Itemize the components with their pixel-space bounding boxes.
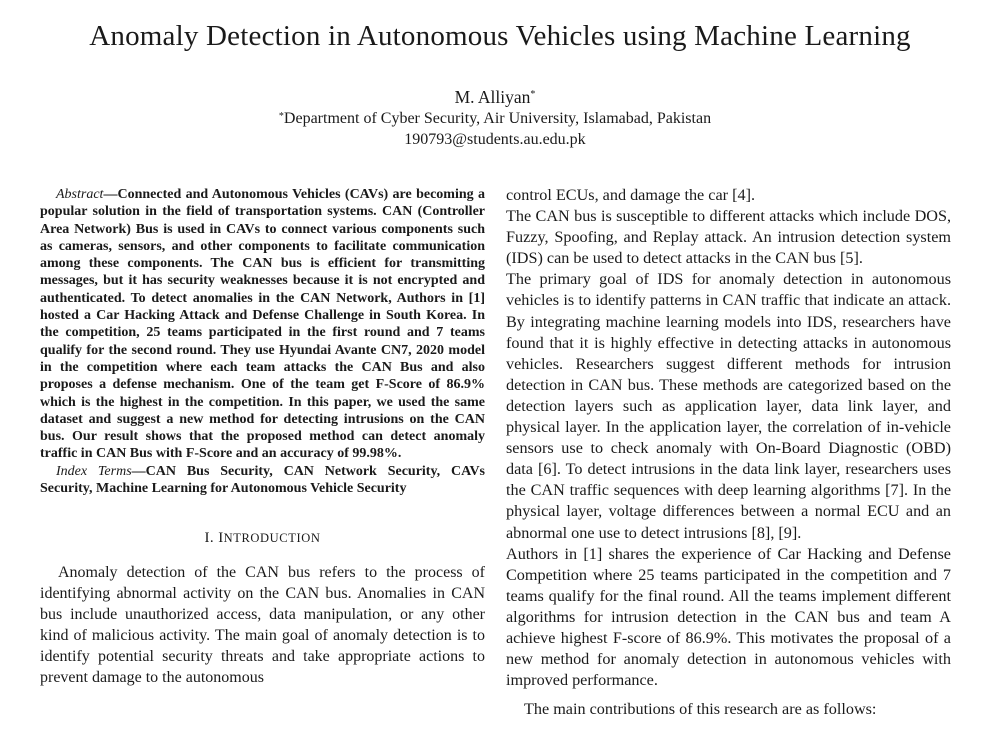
author-name: M. Alliyan [454, 87, 531, 107]
section-title-rest: NTRODUCTION [223, 531, 321, 546]
affiliation-mark: * [278, 111, 284, 122]
abstract-label: Abstract [56, 187, 104, 202]
abstract [40, 186, 485, 463]
paper-title: Anomaly Detection in Autonomous Vehicles using Machine Learning [89, 20, 911, 52]
introduction-paragraph: Anomaly detection of the CAN bus refers to the process of identifying abnormal activity on the CAN bus. Anomalies in CAN bus include unauthorized access, data manipulation, or any other kind of malicious activity. The main goal of anomaly detection is to identify potential security threats and take appropriate actions to prevent damage to the autonomous [40, 564, 485, 687]
right-column [506, 185, 951, 720]
author-email: 190793@students.au.edu.pk [404, 131, 586, 148]
right-paragraph-5: The main contributions of this research are as follows: [524, 700, 877, 719]
right-paragraph-1: control ECUs, and damage the car [4]. [506, 186, 756, 204]
index-terms [40, 463, 485, 498]
right-paragraph-3: The primary goal of IDS for anomaly detection in autonomous vehicles is to identify patterns in CAN traffic that indicate an attack. By integrating machine learning models into IDS, researchers have found that it is highly effective in detecting attacks in autonomous vehicles. Researchers suggest different methods for intrusion detection in CAN bus. These methods are categorized based on the detection layers such as application layer, data link layer, and physical layer. In the application layer, the correlation of in-vehicle sensors use to check anomaly with On-Board Diagnostic (OBD) data [6]. To detect intrusions in the data link layer, researchers uses the CAN traffic sequences with deep learning algorithms [7]. In the physical layer, voltage differences between a normal ECU and an abnormal one use to detect intrusions [8], [9]. [506, 270, 951, 542]
left-column [40, 186, 485, 688]
section-heading-introduction [40, 529, 485, 547]
affiliation: Department of Cyber Security, Air University, Islamabad, Pakistan [283, 110, 712, 127]
index-terms-text: —CAN Bus Security, CAN Network Security, CAVs Security, Machine Learning for Autonomous Vehicle Security [40, 463, 485, 497]
abstract-text: —Connected and Autonomous Vehicles (CAVs) are becoming a popular solution in the field of transportation systems. CAN (Controller Area Network) Bus is used in CAVs to connect various components such as cameras, sensors, and other components to facilitate communication among these components. The CAN bus is efficient for transmitting messages, but it has security weaknesses because it is not encrypted and authenticated. To detect anomalies in the CAN Network, Authors in [1] hosted a Car Hacking Attack and Defense Challenge in South Korea. In the competition, 25 teams participated in the first round and 7 teams qualify for the second round. They use Hyundai Avante CN7, 2020 model in the competition where each team attacks the CAN Bus and also proposes a defense mechanism. One of the team get F-Score of 86.9% which is the highest in the competition. In this paper, we used the same dataset and suggest a new method for detecting intrusions on the CAN bus. Our result shows that the proposed method can detect anomaly traffic in CAN Bus with F-Score and an accuracy of 99.98%. [40, 187, 485, 462]
author-line [0, 86, 990, 108]
section-title-first-letter: I [218, 530, 224, 547]
section-number: I. [204, 530, 215, 547]
right-paragraph-2: The CAN bus is susceptible to different attacks which include DOS, Fuzzy, Spoofing, and Replay attack. An intrusion detection system (IDS) can be used to detect attacks in the CAN bus [5]. [506, 207, 951, 268]
index-terms-label: Index Terms [56, 463, 132, 479]
right-paragraph-4: Authors in [1] shares the experience of Car Hacking and Defense Competition where 25 teams participated in the competition and 7 teams qualify for the final round. All the teams implement different algorithms for intrusion detection in the CAN bus and team A achieve highest F-score of 86.9%. This motivates the proposal of a new method for anomaly detection in autonomous vehicles with improved performance. [506, 544, 951, 690]
author-block [0, 86, 990, 150]
author-mark: * [530, 89, 536, 100]
affiliation-line [0, 108, 990, 129]
